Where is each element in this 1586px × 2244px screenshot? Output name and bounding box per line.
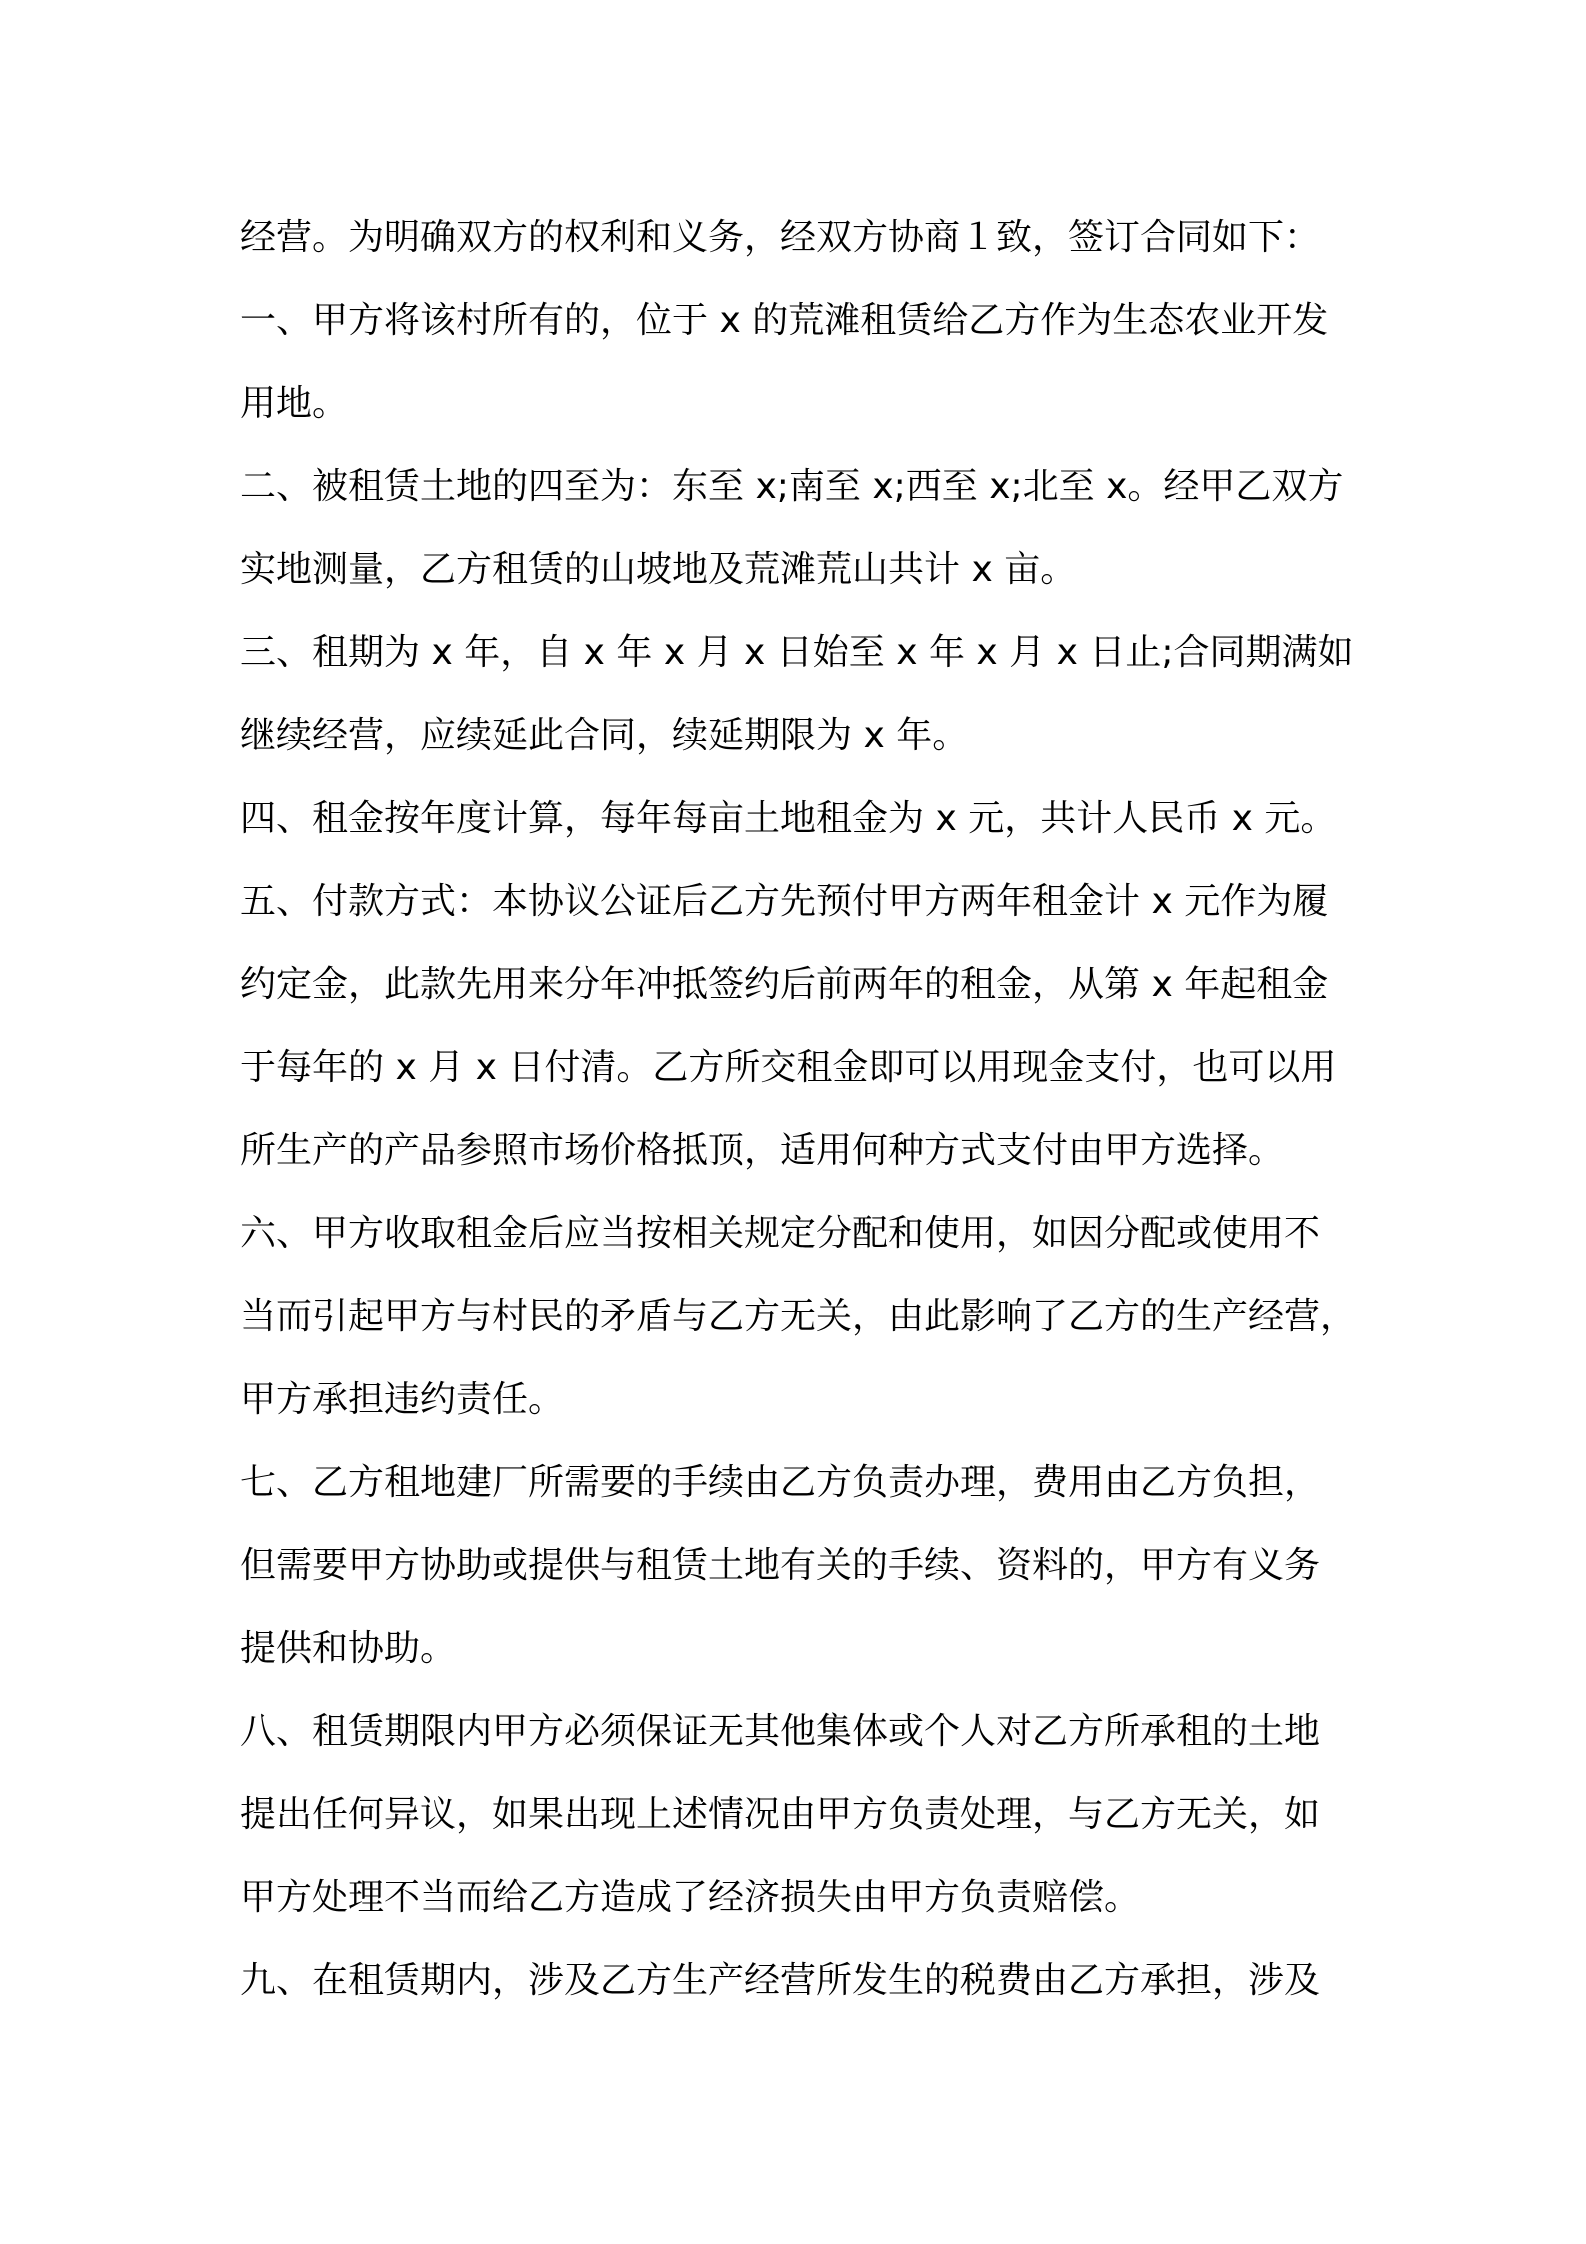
text-line: 约定金，此款先用来分年冲抵签约后前两年的租金，从第 x 年起租金 bbox=[240, 964, 1329, 1005]
contract-body bbox=[240, 196, 1380, 2022]
clause-1-line: 一、甲方将该村所有的，位于 x 的荒滩租赁给乙方作为生态农业开发 bbox=[240, 300, 1329, 341]
text-line: 于每年的 x 月 x 日付清。乙方所交租金即可以用现金支付，也可以用 bbox=[240, 1047, 1337, 1088]
text-line: 用地。 bbox=[240, 383, 349, 424]
text-line: 提供和协助。 bbox=[240, 1628, 457, 1669]
text-line: 继续经营，应续延此合同，续延期限为 x 年。 bbox=[240, 715, 969, 756]
text-line: 当而引起甲方与村民的矛盾与乙方无关，由此影响了乙方的生产经营， bbox=[240, 1296, 1357, 1337]
text-line: 经营。为明确双方的权利和义务，经双方协商１致，签订合同如下： bbox=[240, 217, 1321, 258]
text-line: 提出任何异议，如果出现上述情况由甲方负责处理，与乙方无关，如 bbox=[240, 1794, 1321, 1835]
text-line: 所生产的产品参照市场价格抵顶，适用何种方式支付由甲方选择。 bbox=[240, 1130, 1285, 1171]
text-line: 但需要甲方协助或提供与租赁土地有关的手续、资料的，甲方有义务 bbox=[240, 1545, 1321, 1586]
clause-3-line: 三、租期为 x 年，自 x 年 x 月 x 日始至 x 年 x 月 x 日止;合同期满如 bbox=[240, 632, 1354, 673]
clause-5-line: 五、付款方式：本协议公证后乙方先预付甲方两年租金计 x 元作为履 bbox=[240, 881, 1329, 922]
text-line: 甲方承担违约责任。 bbox=[240, 1379, 565, 1420]
text-line: 实地测量，乙方租赁的山坡地及荒滩荒山共计 x 亩。 bbox=[240, 549, 1077, 590]
clause-8-line: 八、租赁期限内甲方必须保证无其他集体或个人对乙方所承租的土地 bbox=[240, 1711, 1321, 1752]
clause-7-line: 七、乙方租地建厂所需要的手续由乙方负责办理，费用由乙方负担， bbox=[240, 1462, 1321, 1503]
clause-6-line: 六、甲方收取租金后应当按相关规定分配和使用，如因分配或使用不 bbox=[240, 1213, 1321, 1254]
clause-4-line: 四、租金按年度计算，每年每亩土地租金为 x 元，共计人民币 x 元。 bbox=[240, 798, 1337, 839]
clause-2-line: 二、被租赁土地的四至为：东至 x;南至 x;西至 x;北至 x。经甲乙双方 bbox=[240, 466, 1344, 507]
clause-9-line: 九、在租赁期内，涉及乙方生产经营所发生的税费由乙方承担，涉及 bbox=[240, 1960, 1321, 2001]
text-line: 甲方处理不当而给乙方造成了经济损失由甲方负责赔偿。 bbox=[240, 1877, 1141, 1918]
